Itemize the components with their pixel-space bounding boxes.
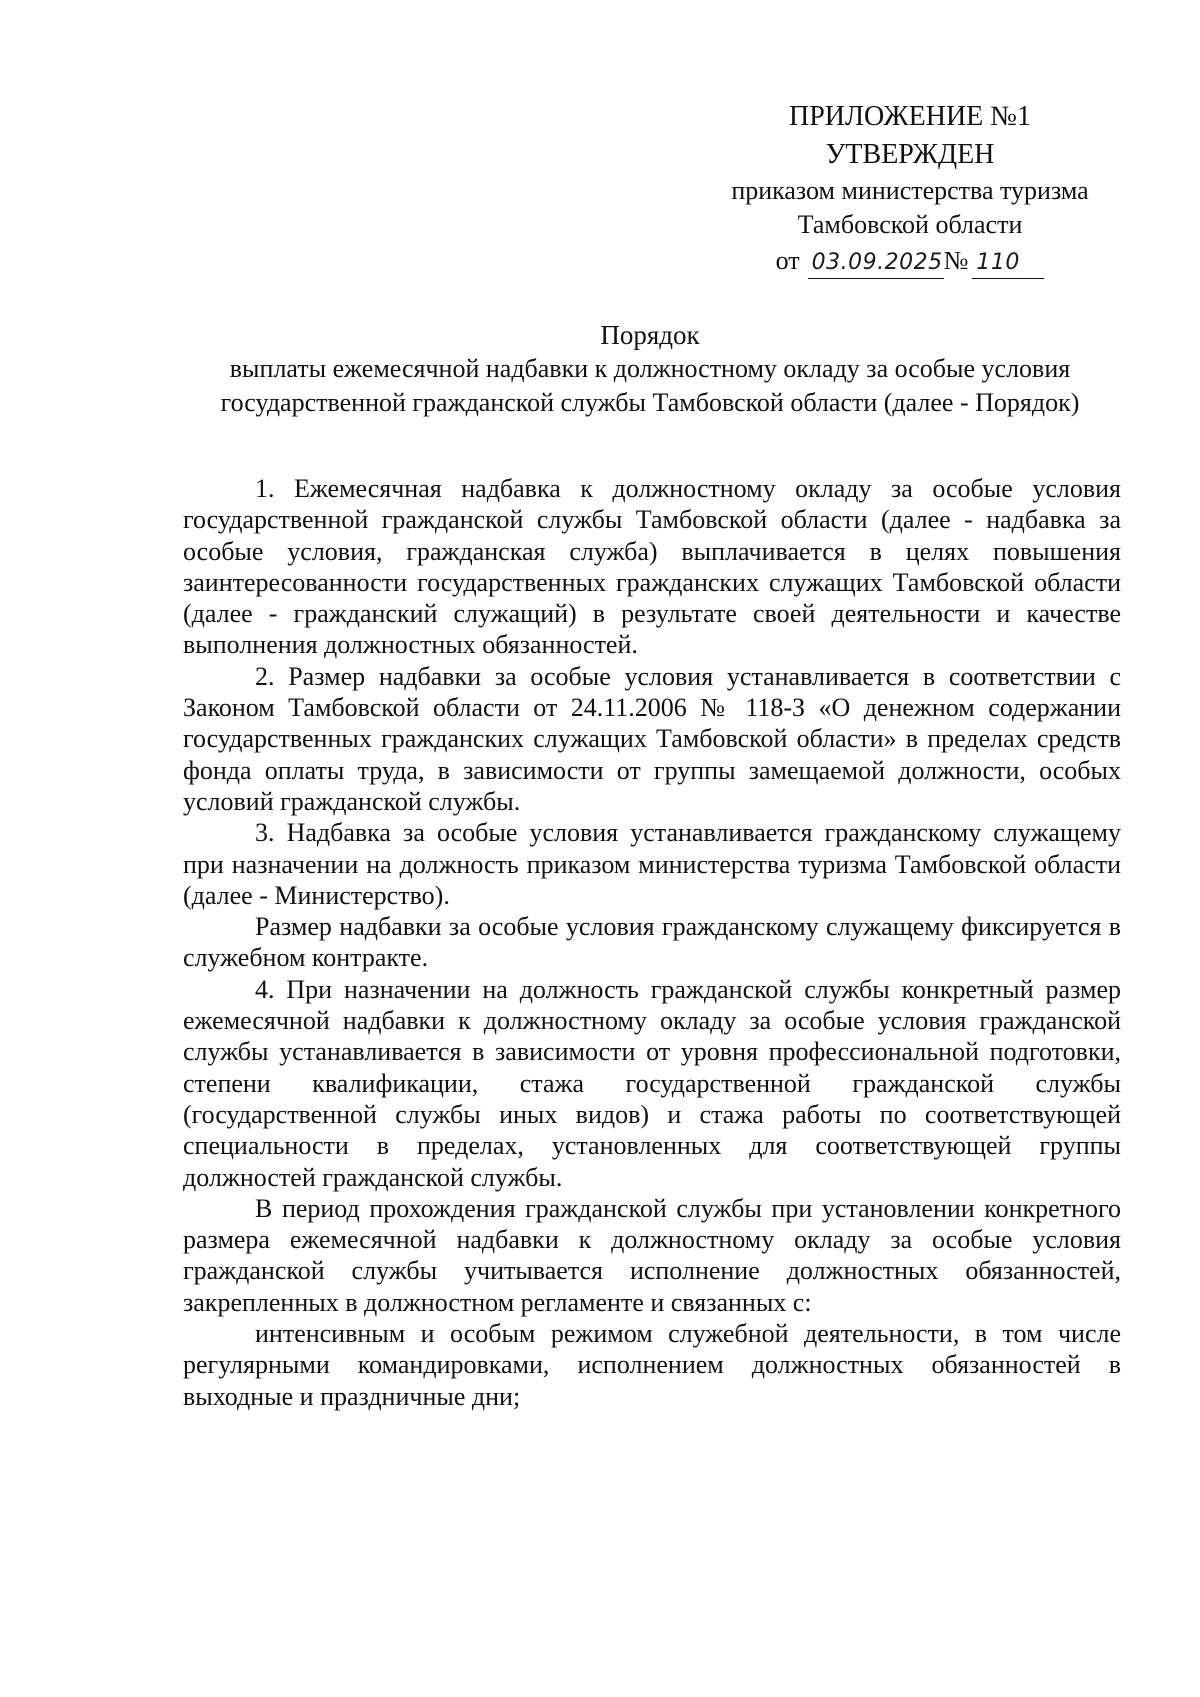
approved-by-line: приказом министерства туризма: [731, 176, 1089, 205]
document-subtitle-line-2: государственной гражданской службы Тамбовской области (далее - Порядок): [220, 388, 1080, 417]
paragraph-list-item: интенсивным и особым режимом служебной деятельности, в том числе регулярными командировками, исполнением должностных обязанностей в выходные и праздничные дни;: [183, 1319, 1121, 1411]
region-line: Тамбовской области: [797, 210, 1023, 239]
paragraph-4-continuation: В период прохождения гражданской службы при установлении конкретного размера ежемесячной надбавки к должностному окладу за особые условия гражданской службы учитывается исполнение должностных обязанностей, закрепленных в должностном регламенте и связанных с:: [183, 1193, 1121, 1317]
number-sign: №: [943, 246, 969, 275]
paragraph-2: 2. Размер надбавки за особые условия устанавливается в соответствии с Законом Тамбовской области от 24.11.2006 № 118-З «О денежном содержании государственных гражданских служащих Тамбовской области» в пределах средств фонда оплаты труда, в зависимости от группы замещаемой должности, особых условий гражданской службы.: [183, 661, 1121, 816]
date-prefix: от: [775, 246, 800, 275]
document-title: Порядок: [600, 320, 700, 350]
appendix-label: ПРИЛОЖЕНИЕ №1: [789, 101, 1031, 132]
approved-label: УТВЕРЖДЕН: [825, 139, 995, 170]
order-date-number-line: [690, 244, 1130, 279]
handwritten-order-date: 03.09.2025: [808, 248, 944, 279]
document-subtitle-line-1: выплаты ежемесячной надбавки к должностному окладу за особые условия: [229, 354, 1071, 383]
approval-block: [690, 98, 1130, 279]
paragraph-1: 1. Ежемесячная надбавка к должностному окладу за особые условия государственной гражданской службы Тамбовской области (далее - надбавка за особые условия, гражданская служба) выплачивается в целях повышения заинтересованности государственных гражданских служащих Тамбовской области (далее - гражданский служащий) в результате своей деятельности и качестве выполнения должностных обязанностей.: [183, 474, 1121, 660]
document-body: [183, 473, 1121, 1412]
paragraph-3: 3. Надбавка за особые условия устанавливается гражданскому служащему при назначении на должность приказом министерства туризма Тамбовской области (далее - Министерство).: [183, 818, 1121, 910]
paragraph-4: 4. При назначении на должность гражданской службы конкретный размер ежемесячной надбавки к должностному окладу за особые условия гражданской службы устанавливается в зависимости от уровня профессиональной подготовки, степени квалификации, стажа государственной гражданской службы (государственной службы иных видов) и стажа работы по соответствующей специальности в пределах, установленных для соответствующей группы должностей гражданской службы.: [183, 974, 1121, 1192]
handwritten-order-number: 110: [972, 248, 1044, 279]
paragraph-3-continuation: Размер надбавки за особые условия гражданскому служащему фиксируется в служебном контракте.: [183, 912, 1121, 973]
document-title-block: [160, 318, 1140, 420]
